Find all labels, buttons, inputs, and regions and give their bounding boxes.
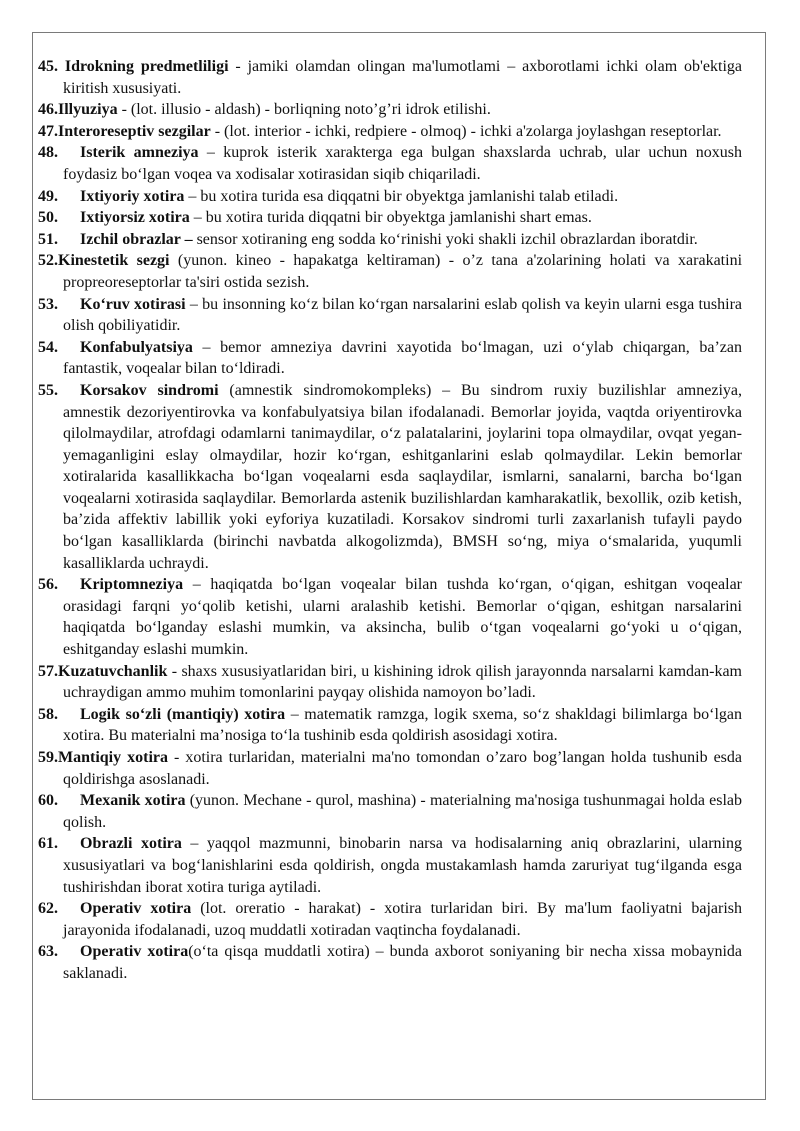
- entry-term: Operativ xotira: [80, 943, 189, 961]
- entry-number: 57.K: [38, 662, 71, 680]
- entry-number: 45.: [38, 58, 58, 75]
- entry-definition: sensor xotiraning eng sodda ko‘rinishi yoki shakli izchil obrazlardan iboratdir.: [192, 230, 698, 248]
- entry-definition: (yunon. Mechane - qurol, mashina) - materialning ma'nosiga tushunmagai holda eslab qolish.: [63, 792, 742, 831]
- entry-number: 61.: [38, 835, 58, 853]
- glossary-entry: [38, 294, 742, 337]
- entry-definition: (amnestik sindromokompleks) – Bu sindrom ruxiy buzilishlar amneziya, amnestik dezoriyentirovka va konfabulyatsiya bilan ifodalanadi. Bemorlar joyida, vaqtda oriyentirovka qilolmaydilar, atrofdagi odamlarni tanimaydilar, o‘z palatalarini, joylarini topa olmaydilar, ovqat yegan-yemaganligini eslay olmaydilar, hozir ko‘rgan, eshitganlarini eslab qolmaydilar. Lekin bemorlar xotiralarida kasallikkacha bo‘lgan voqealarni esda saqlaydilar, ismlarni, sanalarni, barcha bo‘lgan voqealarni xotirasida saqlaydilar. Bemorlarda astenik buzilishlardan kamharakatlik, bexollik, ozib ketish, ba’zida affektiv labillik yoki eyforiya kuzatiladi. Korsakov sindromi turli zaxarlanish tufayli paydo bo‘lgan kasalliklarda (birinchi navbatda alkogolizmda), BMSH so‘ng, miya o‘smalarida, yuqumli kasalliklarda uchraydi.: [63, 381, 742, 572]
- entry-number: 54.: [38, 338, 58, 356]
- entry-term: Interoreseptiv sezgilar: [58, 122, 211, 140]
- glossary-entry: [38, 747, 742, 790]
- entry-definition: – yaqqol mazmunni, binobarin narsa va hodisalarning aniq obrazlarini, ularning xususiyatlari va bog‘lanishlarini esda qoldirish, ongda mustakamlash hamda zaruriyat tug‘ilganda esga tushirishdan iborat xotira turiga aytiladi.: [63, 835, 742, 896]
- glossary-entry: [38, 380, 742, 574]
- entry-number: 52.: [38, 252, 58, 270]
- entry-term: Illyuziya: [58, 101, 118, 119]
- entry-definition: – bemor amneziya davrini xayotida bo‘lmagan, uzi o‘ylab chiqargan, ba’zan fantastik, voqealar bilan to‘ldiradi.: [63, 338, 742, 378]
- glossary-entry: [38, 229, 742, 251]
- entry-definition: - xotira turlaridan, materialni ma'no tomondan o’zaro bog’langan holda tushunib esda qoldirishga asoslanadi.: [63, 749, 742, 788]
- entry-definition: - (lot. illusio - aldash) - borliqning noto’g’ri idrok etilishi.: [117, 101, 491, 119]
- entry-term: Mexanik xotira: [80, 792, 186, 810]
- entry-number: 49.: [38, 187, 58, 205]
- entry-number: 55.: [38, 381, 58, 399]
- entry-term: Obrazli xotira: [80, 835, 182, 853]
- glossary-entry: [38, 207, 742, 229]
- glossary-entry: [38, 833, 742, 898]
- entry-term: Ko‘ruv xotirasi: [80, 295, 186, 313]
- glossary-entry: [38, 661, 742, 704]
- entry-term: Logik so‘zli (mantiqiy) xotira: [80, 705, 286, 723]
- entry-definition: (o‘ta qisqa muddatli xotira) – bunda axborot soniyaning bir necha xissa mobaynida saklanadi.: [63, 943, 743, 982]
- entry-definition: - (lot. interior - ichki, redpiere - olmoq) - ichki a'zolarga joylashgan reseptorlar.: [210, 122, 722, 140]
- glossary-entry: [38, 898, 742, 941]
- entry-number: 47.: [38, 122, 58, 140]
- entry-term: Kinestetik sezgi: [58, 252, 170, 270]
- entry-term: Izchil obrazlar –: [80, 230, 193, 248]
- entry-term: Konfabulyatsiya: [80, 338, 193, 356]
- glossary-entry: [38, 142, 742, 185]
- glossary-entry: [38, 250, 742, 293]
- entry-term: Idrokning predmetliligi: [58, 58, 229, 75]
- entry-number: 60.: [38, 792, 58, 810]
- entry-term: Isterik amneziya: [80, 144, 199, 162]
- entry-term: Kriptomneziya: [80, 576, 184, 594]
- entry-number: 51.: [38, 230, 58, 248]
- glossary-entry: [38, 790, 742, 833]
- entry-term: Ixtiyoriy xotira: [80, 187, 185, 205]
- entry-number: 56.: [38, 576, 58, 594]
- entry-definition: – bu insonning ko‘z bilan ko‘rgan narsalarini eslab qolish va keyin ularni esga tushira olish qobiliyatidir.: [63, 295, 743, 335]
- glossary-content: [38, 56, 742, 985]
- entry-definition: - jamiki olamdan olingan ma'lumotlami – axborotlami ichki olam ob'ektiga kiritish xususiyati.: [63, 58, 742, 97]
- entry-definition: – bu xotira turida esa diqqatni bir obyektga jamlanishi talab etiladi.: [184, 187, 619, 205]
- entry-number: 46.: [38, 101, 58, 119]
- entry-number: 59.: [38, 749, 58, 766]
- entry-number: 48.: [38, 144, 58, 162]
- entry-term: uzatuvchanlik: [70, 662, 168, 680]
- entry-term: Operativ xotira: [80, 900, 192, 918]
- entry-term: Korsakov sindromi: [80, 381, 219, 399]
- entry-definition: – kuprok isterik xarakterga ega bulgan shaxslarda uchrab, ular uchun noxush foydasiz bo‘lgan voqea va xodisalar xotirasidan siqib chiqariladi.: [63, 144, 742, 183]
- glossary-entry: [38, 186, 742, 208]
- entry-definition: – bu xotira turida diqqatni bir obyektga jamlanishi shart emas.: [189, 209, 592, 227]
- glossary-entry: [38, 704, 742, 747]
- entry-number: 53.: [38, 295, 58, 313]
- entry-number: 58.: [38, 705, 58, 723]
- entry-number: 63.: [38, 943, 58, 961]
- glossary-entry: [38, 941, 742, 984]
- glossary-entry: [38, 121, 742, 143]
- entry-number: 50.: [38, 209, 58, 227]
- entry-definition: – matematik ramzga, logik sxema, so‘z shakldagi bilimlarga bo‘lgan xotira. Bu materialni ma’nosiga to‘la tushinib esda qoldirish asosidagi xotira.: [63, 705, 742, 745]
- entry-definition: (yunon. kineo - hapakatga keltiraman) - o’z tana a'zolarining holati va xarakatini propreoreseptorlar ta'siri ostida sezish.: [63, 252, 743, 291]
- entry-term: Mantiqiy xotira: [58, 749, 168, 766]
- entry-definition: - shaxs xususiyatlaridan biri, u kishining idrok qilish jarayonnda narsalarni kamdan-kam uchraydigan ammo muhim tomonlarini payqay olishida namoyon bo’ladi.: [63, 662, 742, 702]
- glossary-entry: [38, 337, 742, 380]
- glossary-entry: [38, 574, 742, 660]
- entry-definition: – haqiqatda bo‘lgan voqealar bilan tushda ko‘rgan, o‘qigan, eshitgan voqealar orasidagi farqni yo‘qolib ketishi, ularni aralashib ketishi. Bemorlar o‘qigan, eshitgan narsalarini haqiqatda bo‘lganday eslashi mumkin, va aksincha, bulib o‘tgan voqealarni go‘yoki u o‘qigan, eshitganday eslashi mumkin.: [63, 576, 742, 659]
- entry-number: 62.: [38, 900, 58, 918]
- glossary-entry: [38, 99, 742, 121]
- entry-term: Ixtiyorsiz xotira: [80, 209, 190, 227]
- entry-definition: (lot. oreratio - harakat) - xotira turlaridan biri. By ma'lum faoliyatni bajarish jarayonida ifodalanadi, uzoq muddatli xotiradan vaqtincha foydalanadi.: [63, 900, 742, 939]
- glossary-entry: [38, 56, 742, 99]
